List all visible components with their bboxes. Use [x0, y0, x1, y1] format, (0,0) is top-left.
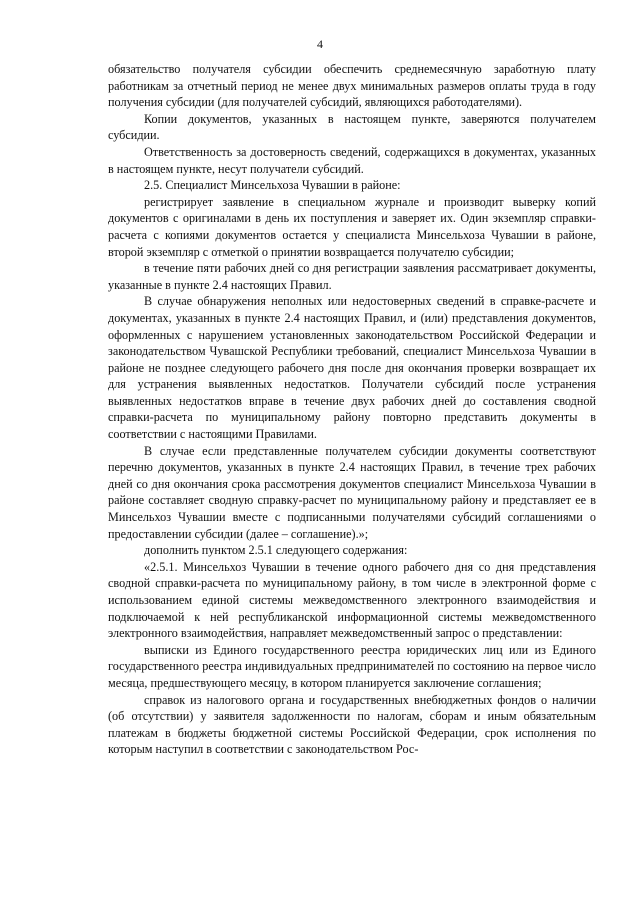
paragraph: обязательство получателя субсидии обеспечить среднемесячную заработную плату работникам за отчетный период не менее двух минимальных размеров оплаты труда в году получения субсидии (для получателей субсидий, являющихся работодателями).: [108, 62, 596, 110]
paragraph: регистрирует заявление в специальном журнале и производит выверку копий документов с оригиналами в день их поступления и заверяет их. Один экземпляр справки-расчета с копиями документов остается у специалиста Минсельхоза Чувашии в районе, второй экземпляр с отметкой о принятии возвращается получателю субсидии;: [108, 194, 596, 259]
paragraph: Копии документов, указанных в настоящем пункте, заверяются получателем субсидии.: [108, 111, 596, 143]
document-body: [108, 61, 596, 758]
paragraph: выписки из Единого государственного реестра юридических лиц или из Единого государственного реестра индивидуальных предпринимателей по состоянию на первое число месяца, предшествующего месяцу, в котором планируется заключение соглашения;: [108, 642, 596, 690]
paragraph: В случае обнаружения неполных или недостоверных сведений в справке-расчете и документах, указанных в пункте 2.4 настоящих Правил, и (или) представления документов, оформленных с нарушением установленных законодательством Российской Федерации и законодательством Чувашской Республики требований, специалист Минсельхоза Чувашии в районе не позднее следующего рабочего дня после дня окончания проверки возвращает их для устранения выявленных недостатков. Получатели субсидий после устранения выявленных недостатков вправе в течение двух рабочих дней до составления сводной справки-расчета по муниципальному району повторно представить документы в соответствии с настоящими Правилами.: [108, 294, 596, 442]
paragraph: справок из налогового органа и государственных внебюджетных фондов о наличии (об отсутствии) у заявителя задолженности по налогам, сборам и иным обязательным платежам в бюджеты бюджетной системы Российской Федерации, срок исполнения по которым наступил в соответствии с законодательством Рос-: [108, 692, 596, 757]
page-number: 4: [317, 37, 323, 51]
paragraph: дополнить пунктом 2.5.1 следующего содержания:: [144, 543, 408, 558]
paragraph: В случае если представленные получателем субсидии документы соответствуют перечню документов, указанных в пункте 2.4 настоящих Правил, в течение трех рабочих дней со дня окончания срока рассмотрения документов специалист Минсельхоза Чувашии в районе составляет сводную справку-расчет по муниципальному району и представляет ее в Минсельхоз Чувашии вместе с подписанными получателями субсидий соглашениями о предоставлении субсидии (далее – соглашение).»;: [108, 443, 596, 541]
paragraph: Ответственность за достоверность сведений, содержащихся в документах, указанных в настоящем пункте, несут получатели субсидий.: [108, 144, 596, 176]
paragraph: 2.5. Специалист Минсельхоза Чувашии в районе:: [144, 178, 401, 193]
paragraph: в течение пяти рабочих дней со дня регистрации заявления рассматривает документы, указанные в пункте 2.4 настоящих Правил.: [108, 261, 596, 292]
paragraph: «2.5.1. Минсельхоз Чувашии в течение одного рабочего дня со дня представления сводной справки-расчета по муниципальному району, в том числе в электронной форме с использованием единой системы межведомственного электронного взаимодействия и подключаемой к ней республиканской информационной системы межведомственного электронного взаимодействия, направляет межведомственный запрос о представлении:: [108, 559, 596, 641]
